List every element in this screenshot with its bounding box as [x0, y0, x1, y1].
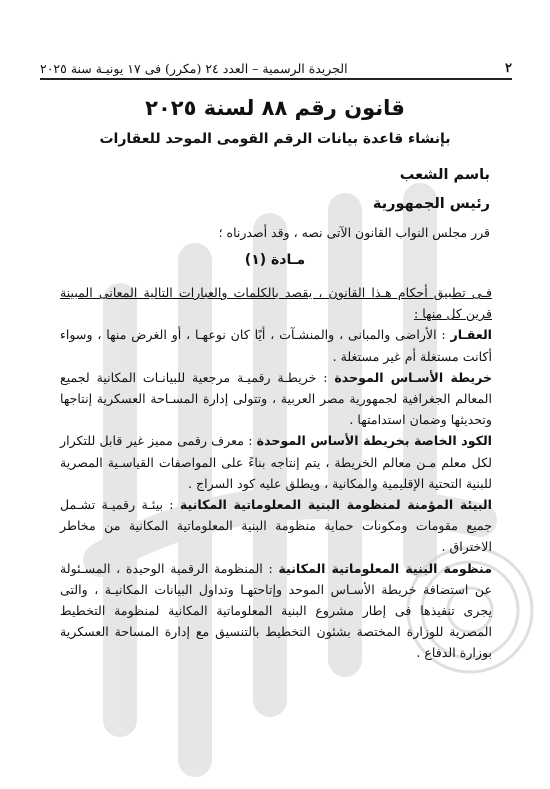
article-intro: فـى تطبيق أحكام هـذا القانون ، يقصد بالكلمات والعبارات التالية المعانى المبينة قرين كل منها :	[60, 285, 492, 322]
definition-term: منظومة البنية المعلوماتية المكانية	[278, 560, 492, 576]
article-body	[60, 282, 492, 664]
definition-item	[60, 558, 492, 664]
definition-item	[60, 324, 492, 366]
page-header	[40, 52, 512, 80]
definition-text: : الأراضى والمبانى ، والمنشـآت ، أيًا كان نوعهـا ، أو الغرض منها ، وسواء أكانت مستغلة أم غير مستغلة .	[60, 327, 492, 364]
definition-term: خريطة الأسـاس الموحدة	[334, 369, 492, 385]
president-heading: رئيس الجمهورية	[372, 196, 490, 212]
definition-term: العقـار	[450, 327, 492, 343]
law-title: قانون رقم ٨٨ لسنة ٢٠٢٥	[145, 96, 405, 120]
definition-term: الكود الخاصة بخريطة الأساس الموحدة	[256, 433, 492, 449]
definition-item	[60, 494, 492, 558]
enactment-clause: قرر مجلس النواب القانون الآتى نصه ، وقد أصدرناه ؛	[218, 225, 490, 240]
definition-text: : معرف رقمى مميز غير قابل للتكرار لكل معلم مـن معالم الخريطة ، يتم إنتاجه بناءً على المواصفات القياسـية المصرية للبنية التحتية الإقليمية والمكانية ، ويطلق عليه كود السراج .	[60, 433, 492, 491]
definition-text: : المنظومة الرقمية الوحيدة ، المسـئولة عن استضافة خريطة الأسـاس الموحد وإتاحتهـا وتداول البيانات المكانيـة ، والتى يجرى تنفيذها فى إطار مشروع البنية المعلوماتية المكانية لمنظومة التخطيط المصرية للوزارة المختصة بشئون التخطيط بالتنسيق مع إدارة المساحة العسكرية بوزارة الدفاع .	[60, 560, 492, 661]
law-subtitle: بإنشاء قاعدة بيانات الرقم القومى الموحد للعقارات	[99, 131, 451, 147]
definition-item	[60, 430, 492, 494]
definition-text: : بيئـة رقميـة تشـمل جميع مقومات ومكونات حماية منظومة البنية المعلوماتية المكانية من مخاطر الاختراق .	[60, 497, 492, 555]
page-number: ٢	[505, 61, 512, 76]
in-name-of-people: باسم الشعب	[399, 167, 490, 183]
definition-item	[60, 367, 492, 431]
definition-term: البيئة المؤمنة لمنظومة البنية المعلوماتية المكانية	[179, 497, 492, 513]
gazette-reference: الجريدة الرسمية – العدد ٢٤ (مكرر) فى ١٧ يونيـة سنة ٢٠٢٥	[40, 61, 348, 76]
article-heading: مـادة (١)	[244, 252, 306, 268]
definition-text: : خريطـة رقميـة مرجعية للبيانـات المكانية لجميع المعالم الجغرافية لجمهورية مصر العربية ، وتتولى إدارة المسـاحة العسكرية إنتاجها وتحديثها وضمان استدامتها .	[60, 369, 492, 428]
